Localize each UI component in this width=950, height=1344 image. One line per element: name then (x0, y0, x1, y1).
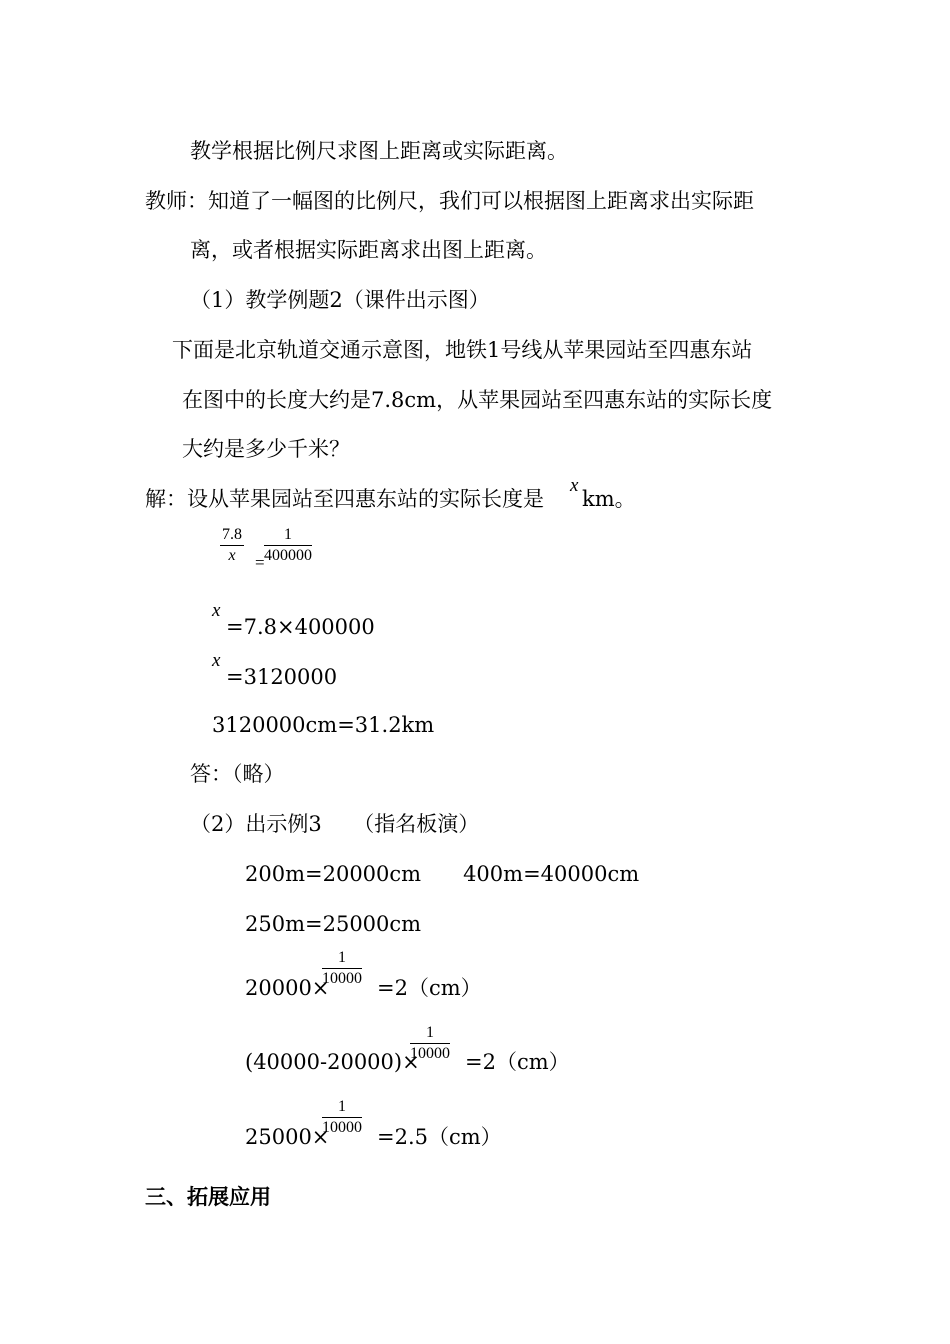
fraction-denominator: 10000 (322, 1119, 362, 1136)
fraction-denominator: 10000 (322, 970, 362, 987)
problem-line: 大约是多少千米？ (182, 437, 350, 461)
solution-text: 解：设从苹果园站至四惠东站的实际长度是 (145, 487, 544, 511)
unit-text: km。 (582, 487, 636, 511)
calc-prefix: (40000-20000)× (245, 1050, 420, 1074)
paragraph-line: 教师：知道了一幅图的比例尺，我们可以根据图上距离求出实际距 (145, 189, 754, 213)
fraction-lhs (220, 527, 244, 564)
fraction-denominator: 400000 (264, 547, 312, 564)
equation-line: =7.8×400000 (226, 615, 375, 639)
answer-line: 答：（略） (190, 762, 285, 786)
fraction-scale (410, 1025, 450, 1062)
section-heading: 三、拓展应用 (145, 1185, 271, 1209)
calc-result: =2（cm） (465, 1050, 570, 1074)
conversion-line: 200m=20000cm 400m=40000cm (245, 862, 640, 886)
variable-x: x (212, 600, 221, 621)
conversion-line: 3120000cm=31.2km (212, 713, 435, 737)
solution-line (145, 489, 544, 510)
fraction-scale (322, 950, 362, 987)
example-heading: （1）教学例题2（课件出示图） (190, 288, 490, 312)
variable-x: x (212, 650, 221, 671)
fraction-scale (322, 1099, 362, 1136)
paragraph-line: 教学根据比例尺求图上距离或实际距离。 (190, 139, 568, 163)
example-heading: （2）出示例3 （指名板演） (190, 812, 480, 836)
fraction-numerator: 7.8 (222, 526, 242, 543)
fraction-numerator: 1 (426, 1024, 434, 1041)
equation-line: =3120000 (226, 665, 338, 689)
conversion-line: 250m=25000cm (245, 912, 422, 936)
fraction-numerator: 1 (284, 526, 292, 543)
calc-prefix: 20000× (245, 976, 330, 1000)
calc-prefix: 25000× (245, 1125, 330, 1149)
paragraph-line: 离，或者根据实际距离求出图上距离。 (190, 238, 547, 262)
variable-x: x (570, 475, 579, 496)
fraction-numerator: 1 (338, 949, 346, 966)
calc-result: =2（cm） (377, 976, 482, 1000)
calc-result: =2.5（cm） (377, 1125, 502, 1149)
fraction-denominator: 10000 (410, 1045, 450, 1062)
fraction-rhs (264, 527, 312, 564)
problem-line: 在图中的长度大约是7.8cm，从苹果园站至四惠东站的实际长度 (182, 388, 773, 412)
equals-sign: = (255, 553, 265, 572)
problem-line: 下面是北京轨道交通示意图，地铁1号线从苹果园站至四惠东站 (172, 338, 753, 362)
fraction-numerator: 1 (338, 1098, 346, 1115)
fraction-denominator: x (228, 547, 236, 564)
